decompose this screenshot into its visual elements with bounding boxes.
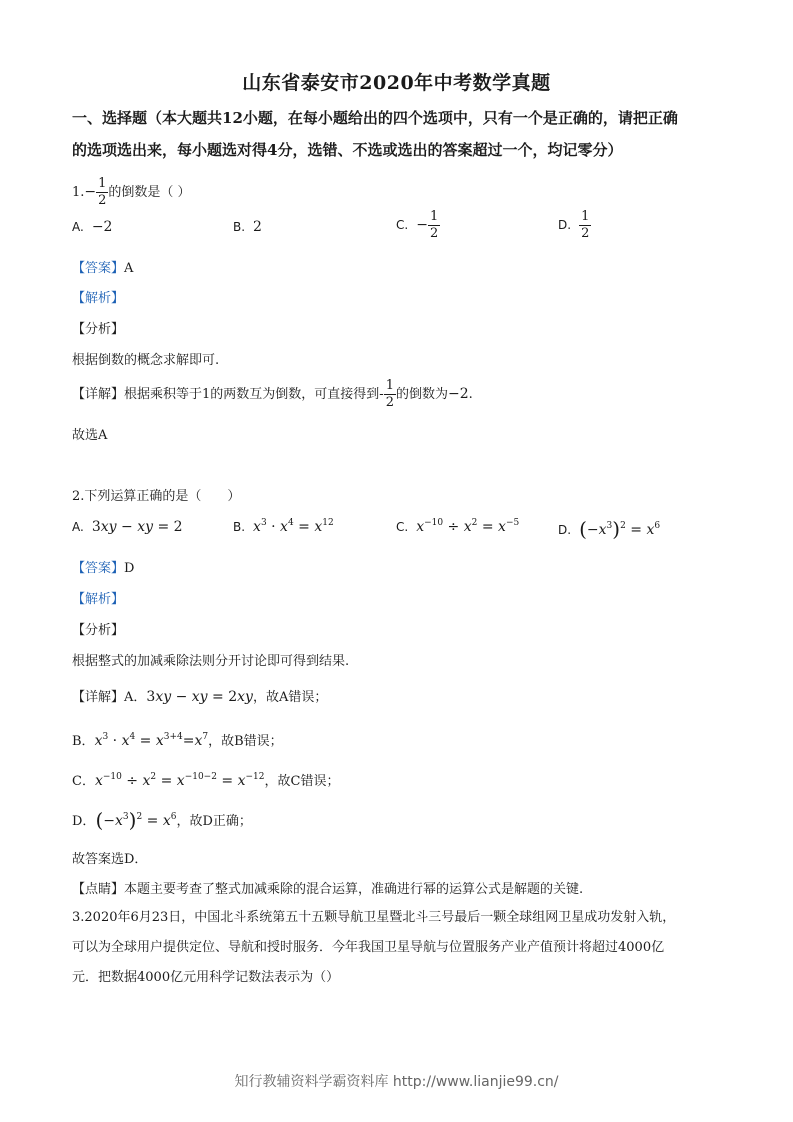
q3-stem bbox=[72, 903, 724, 993]
q1-option-a-value: −2 bbox=[91, 219, 113, 235]
q2-comment: 【点睛】本题主要考查了整式加减乘除的混合运算，准确进行幂的运算公式是解题的关键. bbox=[72, 882, 584, 897]
q1-detail: 【详解】根据乘积等于1的两数互为倒数，可直接得到- $\frac{1}{2}$ 的倒数为−2. bbox=[72, 378, 473, 410]
q1-answer bbox=[72, 257, 133, 276]
q2-conclusion: 故答案选D． bbox=[72, 852, 148, 867]
q1-option-a: A. −2 bbox=[72, 219, 113, 235]
answer-tag: 【答案】 bbox=[72, 261, 125, 276]
answer-tag: 【答案】 bbox=[72, 561, 125, 576]
q1-number: 1. bbox=[72, 185, 85, 200]
q1-stem-suffix: 的倒数是（ ） bbox=[108, 185, 191, 200]
q1-option-d: D. $\frac{1}{2}$ bbox=[558, 209, 590, 241]
q1-option-d-fraction: $\frac{1}{2}$ bbox=[581, 209, 590, 241]
q3-stem-line2: 可以为全球用户提供定位、导航和授时服务．今年我国卫星导航与位置服务产业产值预计将超过4000亿 bbox=[72, 940, 665, 955]
section-heading-line1: 一、选择题（本大题共12小题，在每小题给出的四个选项中，只有一个是正确的，请把正确 bbox=[72, 109, 678, 127]
q2-option-b: B. $x^3 \cdot x^4 = x^{12}$ bbox=[233, 518, 334, 535]
q1-option-b: B. 2 bbox=[233, 219, 262, 235]
q2-answer bbox=[72, 557, 134, 576]
q2-stem: 2.下列运算正确的是（ ） bbox=[72, 489, 241, 504]
q2-detail-c: C．$x^{-10} \div x^2 = x^{-10-2} = x^{-12}$，故C错误； bbox=[72, 772, 340, 789]
q2-fenxi: 根据整式的加减乘除法则分开讨论即可得到结果. bbox=[72, 654, 350, 669]
q1-option-b-value: 2 bbox=[253, 219, 262, 235]
q1-option-c-fraction: $\frac{1}{2}$ bbox=[429, 209, 439, 241]
q1-analysis-tag: 【解析】 bbox=[72, 291, 125, 306]
q2-fenxi-tag: 【分析】 bbox=[72, 623, 125, 638]
section-heading-line2: 的选项选出来，每小题选对得4分，选错、不选或选出的答案超过一个，均记零分） bbox=[72, 141, 623, 159]
q1-conclusion: 故选A bbox=[72, 428, 108, 443]
q1-fenxi-tag: 【分析】 bbox=[72, 322, 125, 337]
footer-watermark: 知行教辅资料学霸资料库 http://www.lianjie99.cn/ bbox=[234, 1074, 559, 1090]
q1-answer-value: A bbox=[124, 261, 134, 276]
q1-stem-fraction: $\frac{1}{2}$ bbox=[98, 176, 107, 208]
q1-option-c: C. − $\frac{1}{2}$ bbox=[396, 209, 439, 241]
q2-option-d: D. $(-x^3)^2 = x^6$ bbox=[558, 517, 661, 541]
page-title: 山东省泰安市2020年中考数学真题 bbox=[242, 72, 551, 94]
q1-detail-fraction: $\frac{1}{2}$ bbox=[385, 378, 394, 410]
q2-option-a: A. 3xy − xy = 2 bbox=[72, 519, 183, 535]
q1-stem: 1.− $\frac{1}{2}$ 的倒数是（ ） bbox=[72, 176, 191, 208]
q2-answer-value: D bbox=[124, 561, 135, 576]
q3-stem-line1: 3.2020年6月23日，中国北斗系统第五十五颗导航卫星暨北斗三号最后一颗全球组网卫星成功发射入轨， bbox=[72, 910, 676, 925]
q2-option-c: C. $x^{-10} \div x^2 = x^{-5}$ bbox=[396, 518, 520, 535]
q2-detail-d: D．$(-x^3)^2 = x^6$，故D正确； bbox=[72, 808, 252, 832]
q1-fenxi: 根据倒数的概念求解即可. bbox=[72, 353, 220, 368]
q2-detail-a: 【详解】A．3xy − xy = 2xy，故A错误； bbox=[72, 689, 328, 705]
q2-analysis-tag: 【解析】 bbox=[72, 592, 125, 607]
q3-stem-line3: 元．把数据4000亿元用科学记数法表示为（） bbox=[72, 970, 340, 985]
q2-detail-b: B．$x^3 \cdot x^4 = x^{3+4}=x^7$，故B错误； bbox=[72, 732, 283, 749]
section-heading bbox=[72, 102, 722, 166]
